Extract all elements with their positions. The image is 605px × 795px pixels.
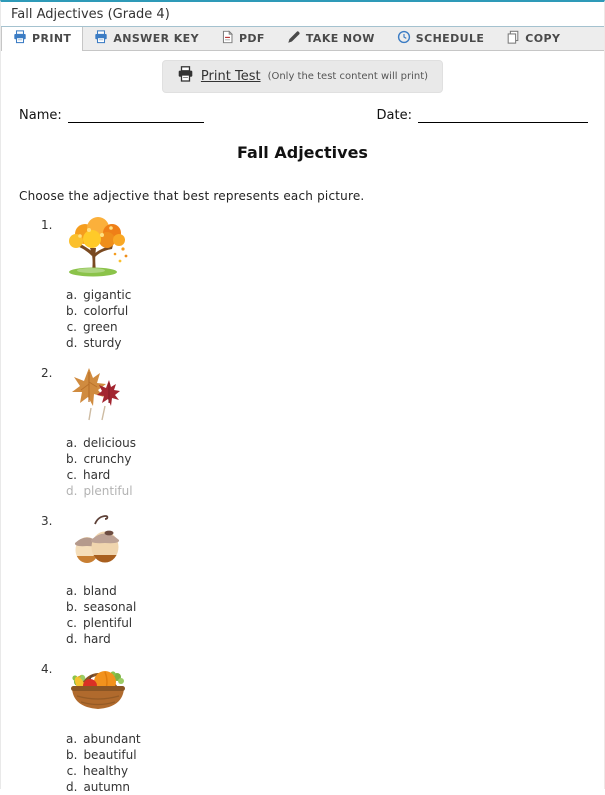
tab-answer-key-label: ANSWER KEY	[113, 32, 199, 45]
option-a: a. gigantic	[66, 288, 132, 302]
tab-copy-label: COPY	[525, 32, 561, 45]
question-number: 4.	[41, 662, 53, 676]
options-list	[66, 435, 604, 499]
tab-copy[interactable]	[495, 27, 571, 50]
tab-pdf-label: PDF	[238, 32, 265, 45]
option-b: b. colorful	[66, 304, 129, 318]
print-test-button[interactable]	[162, 60, 443, 93]
question-1	[41, 216, 604, 351]
tab-take-now-label: TAKE NOW	[305, 32, 375, 45]
pencil-icon	[287, 30, 301, 47]
name-blank-line	[68, 109, 204, 123]
option-d: d. autumn	[66, 780, 131, 794]
pdf-icon	[221, 30, 234, 47]
options-list	[66, 287, 604, 351]
printer-icon	[177, 66, 194, 86]
tab-schedule[interactable]	[386, 27, 496, 50]
option-c: c. plentiful	[66, 616, 133, 630]
question-number: 2.	[41, 366, 53, 380]
tab-answer-key[interactable]	[83, 27, 210, 50]
name-label: Name:	[19, 108, 62, 123]
option-d: d. sturdy	[66, 336, 122, 350]
harvest-basket-image	[65, 660, 133, 722]
option-a: a. delicious	[66, 436, 136, 450]
printer-icon	[94, 30, 108, 47]
copy-icon	[506, 30, 520, 47]
question-2	[41, 364, 604, 499]
options-list	[66, 731, 604, 795]
option-d: d. plentiful	[66, 484, 133, 498]
tab-take-now[interactable]	[276, 27, 386, 50]
print-test-note: (Only the test content will print)	[267, 70, 429, 82]
tab-pdf[interactable]	[210, 27, 276, 50]
option-c: c. green	[66, 320, 118, 334]
question-4	[41, 660, 604, 795]
options-list	[66, 583, 604, 647]
name-date-row	[1, 108, 604, 123]
clock-icon	[397, 30, 411, 47]
option-b: b. seasonal	[66, 600, 137, 614]
fall-leaves-image	[65, 364, 133, 426]
question-number: 1.	[41, 218, 53, 232]
instructions: Choose the adjective that best represents each picture.	[19, 189, 365, 203]
acorns-image	[65, 512, 133, 574]
tab-print-label: PRINT	[32, 32, 72, 45]
option-a: a. bland	[66, 584, 117, 598]
option-b: b. crunchy	[66, 452, 132, 466]
option-c: c. hard	[66, 468, 111, 482]
question-3	[41, 512, 604, 647]
worksheet-title: Fall Adjectives	[237, 143, 368, 162]
option-d: d. hard	[66, 632, 111, 646]
print-test-label: Print Test	[200, 68, 261, 84]
date-blank-line	[418, 109, 588, 123]
page-title: Fall Adjectives (Grade 4)	[11, 7, 170, 22]
printer-icon	[13, 30, 27, 47]
option-b: b. beautiful	[66, 748, 137, 762]
tab-print[interactable]	[1, 27, 83, 51]
option-c: c. healthy	[66, 764, 129, 778]
tab-schedule-label: SCHEDULE	[415, 32, 485, 45]
date-label: Date:	[376, 108, 412, 123]
toolbar	[1, 26, 604, 51]
autumn-tree-image	[65, 216, 133, 278]
question-number: 3.	[41, 514, 53, 528]
print-bar	[1, 60, 604, 93]
option-a: a. abundant	[66, 732, 141, 746]
